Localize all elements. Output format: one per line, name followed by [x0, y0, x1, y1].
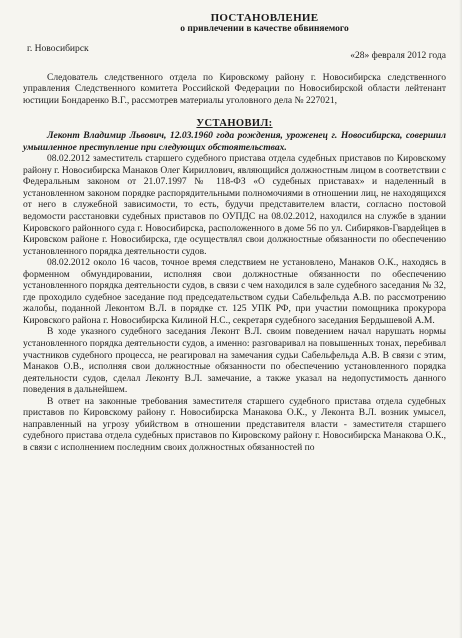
- intro-paragraph: Следователь следственного отдела по Кировскому району г. Новосибирска следственного управления Следственного комитета Российской Федерации по Новосибирской области лейтенант юстиции Бондаренко В.Г., рассмотрев материалы уголовного дела № 227021,: [23, 71, 446, 106]
- document-subtitle: о привлечении в качестве обвиняемого: [180, 24, 349, 34]
- place-date-row: [23, 43, 446, 61]
- section-heading-text: УСТАНОВИЛ:: [196, 118, 273, 130]
- document-date: «28» февраля 2012 года: [350, 50, 446, 61]
- body-paragraph-1: 08.02.2012 заместитель старшего судебного пристава отдела судебных приставов по Кировскому району г. Новосибирска Манаков Олег Кириллович, являющийся должностным лицом в соответствии с Федеральным законом от 21.07.1997 № 118-ФЗ «О судебных приставах» и наделенный в установленном законом порядке распорядительными полномочиями в отношении лиц, не находящихся от него в служебной зависимости, то есть, будучи представителем власти, согласно постовой ведомости расстановки судебных приставов по ОУПДС на 08.02.2012, находился на службе в здании Кировского районного суда г. Новосибирска, расположенного в доме 56 по ул. Сибиряков-Гвардейцев в Кировском районе г. Новосибирска, где осуществлял свои должностные обязанности по обеспечению установленного порядка деятельности судов.: [23, 153, 446, 257]
- body-paragraph-4: В ответ на законные требования заместителя старшего судебного пристава отдела судебных приставов по Кировскому району г. Новосибирска Манакова О.К., у Леконта В.Л. возник умысел, направленный на угрозу убийством в отношении представителя власти - заместителя старшего судебного пристава отдела судебных приставов по Кировскому району г. Новосибирска Манакова О.К., в связи с исполнением последним своих должностных обязанностей по: [23, 395, 446, 453]
- document-city: г. Новосибирск: [27, 43, 89, 54]
- body-paragraph-2: 08.02.2012 около 16 часов, точное время следствием не установлено, Манаков О.К., находясь в форменном обмундировании, исполняя свои должностные обязанности по обеспечению установленного порядка деятельности судов, в связи с чем находился в зале судебного заседания № 32, где проходило судебное заседание под председательством судьи Сабельфельда А.В. по рассмотрению жалобы, поданной Леконтом В.Л. в порядке ст. 125 УПК РФ, при участии помощника прокурора Кировского района г. Новосибирска Килиной Н.С., секретаря судебного заседания Бердышевой А.М.: [23, 257, 446, 326]
- body-paragraph-3: В ходе указного судебного заседания Леконт В.Л. своим поведением начал нарушать нормы установленного порядка деятельности судов, а именно: разговаривал на повышенных тонах, перебивал участников судебного процесса, не реагировал на замечания судьи Сабельфельда А.В. В связи с этим, Манаков О.В., исполняя свои должностные обязанности по обеспечению установленного порядка деятельности судов, сделал Леконту В.Л. замечание, а также указал на недопустимость данного поведения в дальнейшем.: [23, 326, 446, 396]
- section-heading-established: [23, 118, 446, 130]
- lead-paragraph: Леконт Владимир Львович, 12.03.1960 года рождения, уроженец г. Новосибирска, совершил умышленное преступление при следующих обстоятельствах.: [23, 130, 446, 153]
- document-title: ПОСТАНОВЛЕНИЕ: [210, 12, 319, 24]
